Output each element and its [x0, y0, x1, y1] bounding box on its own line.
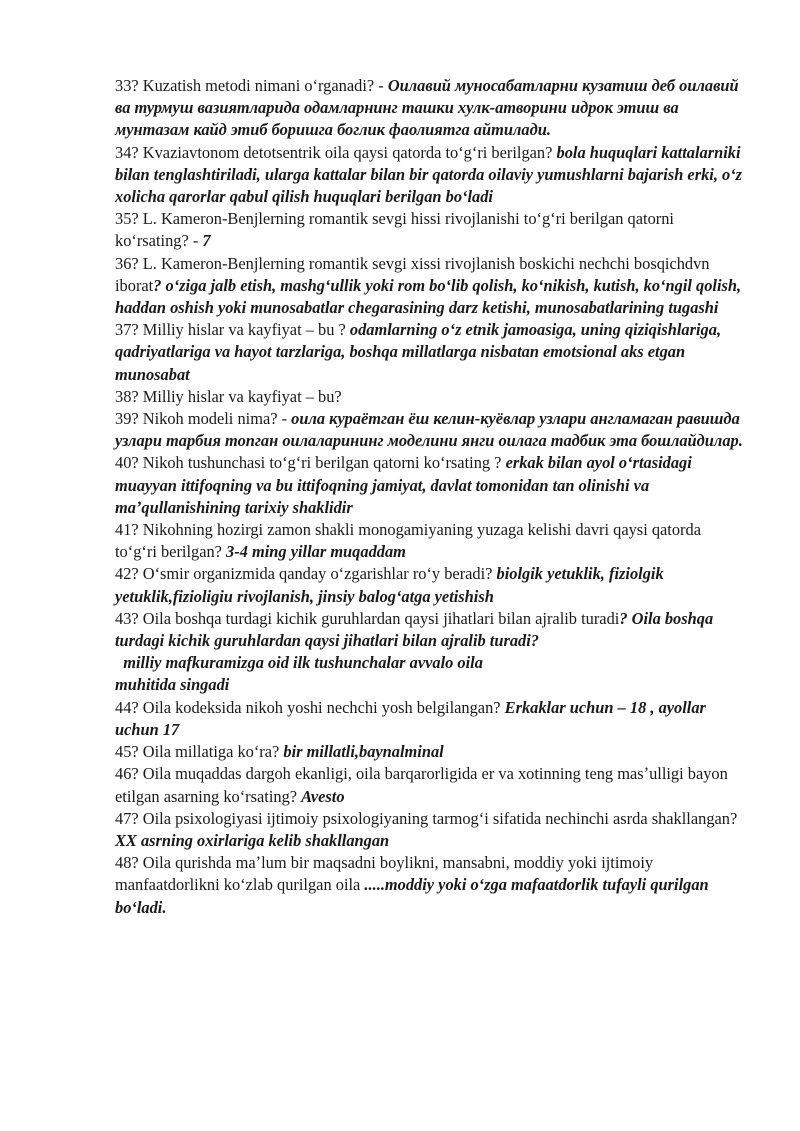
answer-text: bir millatli,baynalminal — [283, 742, 444, 762]
question-41 — [115, 519, 745, 563]
answer-text: Avesto — [301, 786, 345, 806]
answer-text: ? oʻziga jalb etish, mashgʻullik yoki rom boʻlib qolish, koʻnikish, kutish, koʻngil qolish, haddan oshish yoki munosabatlar chegarasining darz ketishi, munosabatlarining tugashi — [115, 275, 742, 318]
question-48 — [115, 852, 745, 919]
answer-text: 3-4 ming yillar muqaddam — [226, 542, 406, 562]
question-text: 39? Nikoh modeli nima? - — [115, 409, 292, 429]
question-text: 41? Nikohning hozirgi zamon shakli monogamiyaning yuzaga kelishi davri qaysi qatorda toʻgʻri berilgan? — [115, 520, 701, 562]
question-text: 48? Oila qurishda maʼlum bir maqsadni boylikni, mansabni, moddiy yoki ijtimoiy manfaatdorlikni koʻzlab qurilgan oila — [115, 853, 654, 895]
question-text: 47? Oila psixologiyasi ijtimoiy psixologiyaning tarmogʻi sifatida nechinchi asrda shakllangan? — [115, 808, 738, 828]
document-page — [115, 75, 745, 919]
question-42 — [115, 563, 745, 607]
answer-text-line-2: milliy mafkuramizga oid ilk tushunchalar avvalo oila — [115, 653, 483, 673]
question-37 — [115, 319, 745, 386]
question-text: 37? Milliy hislar va kayfiyat – bu ? — [115, 320, 350, 340]
question-47 — [115, 808, 745, 852]
question-46 — [115, 763, 745, 807]
question-40 — [115, 452, 745, 519]
answer-text: 7 — [202, 231, 211, 251]
question-text: 46? Oila muqaddas dargoh ekanligi, oila barqarorligida er va xotinning teng masʼulligi bayon etilgan asarning koʻrsating? — [115, 764, 728, 806]
answer-text: ? Oila boshqa turdagi kichik guruhlardan qaysi jihatlari bilan ajralib turadi? — [115, 608, 714, 651]
question-text: 42? Oʻsmir organizmida qanday oʻzgarishlar roʻy beradi? — [115, 564, 497, 584]
answer-text: XX asrning oxirlariga kelib shakllangan — [115, 830, 390, 850]
answer-text: odamlarning oʻz etnik jamoasiga, uning qiziqishlariga, qadriyatlariga va hayot tarzlariga, boshqa millatlarga nisbatan emotsional aks etgan munosabat — [115, 320, 722, 384]
question-34 — [115, 142, 745, 209]
question-33 — [115, 75, 745, 142]
answer-text: bola huquqlari kattalarniki bilan tenglashtiriladi, ularga kattalar bilan bir qatorda oilaviy yumushlarni bajarish erki, oʻz xolicha qarorlar qabul qilish huquqlari berilgan boʻladi — [115, 142, 743, 207]
question-43 — [115, 608, 745, 697]
answer-text: Erkaklar uchun – 18 , ayollar uchun 17 — [115, 697, 706, 739]
answer-text: biolgik yetuklik, fiziolgik yetuklik,fizioligiu rivojlanish, jinsiy balogʻatga yetishish — [115, 564, 664, 606]
question-text: 43? Oila boshqa turdagi kichik guruhlardan qaysi jihatlari bilan ajralib turadi — [115, 608, 620, 628]
question-36 — [115, 253, 745, 320]
question-35 — [115, 208, 745, 252]
question-38 — [115, 386, 745, 408]
question-text: 35? L. Kameron-Benjlerning romantik sevgi hissi rivojlanishi toʻgʻri berilgan qatorni koʻrsating? - — [115, 209, 674, 251]
question-text: 33? Kuzatish metodi nimani oʻrganadi? - — [115, 76, 388, 95]
question-text: 38? Milliy hislar va kayfiyat – bu? — [115, 386, 342, 406]
answer-text: Оилавий муносабатларни кузатиш деб оилавий ва турмуш вазиятларида одамларнинг ташки хулк-атворини идрок этиш ва мунтазам кайд этиб боришга боглик фаолиятга айтилади. — [115, 76, 739, 140]
question-text: 36? L. Kameron-Benjlerning romantik sevgi xissi rivojlanish boskichi nechchi bosqichdvn iborat — [115, 253, 710, 295]
answer-text-line-3: muhitida singadi — [115, 675, 230, 695]
question-45 — [115, 741, 745, 763]
question-text: 44? Oila kodeksida nikoh yoshi nechchi yosh belgilangan? — [115, 697, 505, 717]
question-text: 45? Oila millatiga koʻra? — [115, 742, 284, 762]
question-44 — [115, 697, 745, 741]
answer-text: оила кураётган ёш келин-куёвлар узлари англамаган равишда узлари тарбия топган оилаларининг моделини янги оилага тадбик эта бошлайдилар. — [115, 409, 743, 451]
question-text: 40? Nikoh tushunchasi toʻgʻri berilgan qatorni koʻrsating ? — [115, 453, 506, 473]
answer-text: erkak bilan ayol oʻrtasidagi muayyan ittifoqning va bu ittifoqning jamiyat, davlat tomonidan tan olinishi va maʼqullanishining tarixiy shaklidir — [115, 453, 692, 517]
question-text: 34? Kvaziavtonom detotsentrik oila qaysi qatorda toʻgʻri berilgan? — [115, 142, 557, 162]
question-39 — [115, 408, 745, 452]
answer-text: .....moddiy yoki oʻzga mafaatdorlik tufayli qurilgan boʻladi. — [115, 875, 709, 917]
